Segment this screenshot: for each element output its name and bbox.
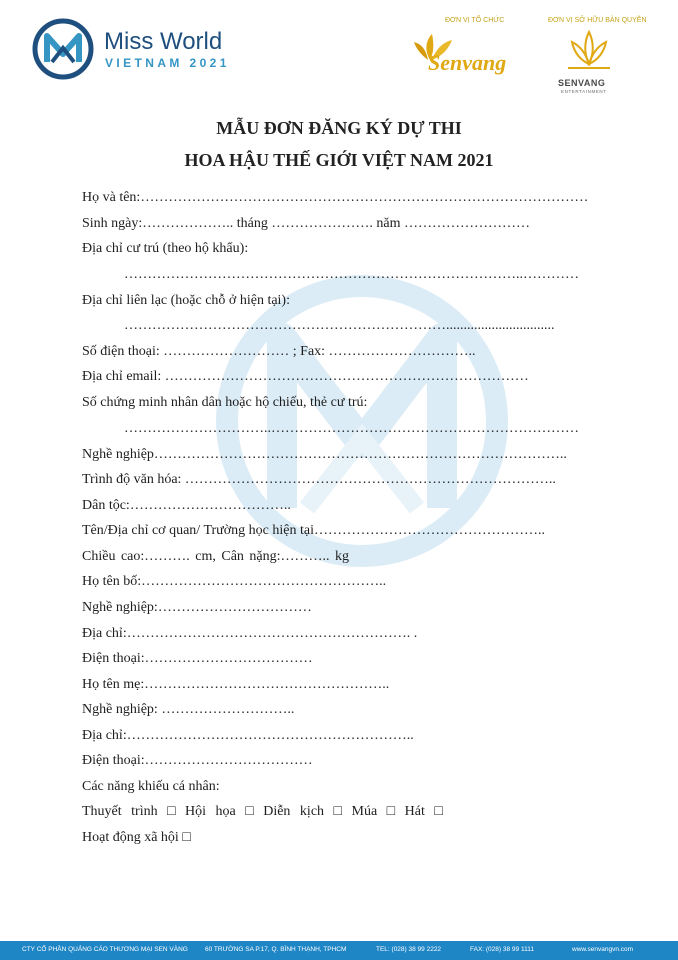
form-title-line2: HOA HẬU THẾ GIỚI VIỆT NAM 2021 bbox=[184, 150, 494, 170]
field-father-address: Địa chỉ:……………………………………………………. . bbox=[82, 626, 418, 641]
field-birth-date: Sinh ngày:……………….. tháng …………………. năm ……………………… bbox=[82, 216, 530, 231]
field-id-line: …………………………..………………………………………………………… bbox=[124, 421, 579, 436]
field-mother-name: Họ tên mẹ:…………………………………………….. bbox=[82, 677, 390, 692]
field-father-phone: Điện thoại:……………………………… bbox=[82, 651, 313, 666]
field-education: Trình độ văn hóa: …………………………………………………………………….. bbox=[82, 472, 556, 487]
brand-title: Miss World bbox=[104, 28, 223, 55]
field-mother-address: Địa chỉ:…………………………………………………….. bbox=[82, 728, 414, 743]
field-talents-label: Các năng khiếu cá nhân: bbox=[82, 779, 220, 794]
field-contact-address-label: Địa chỉ liên lạc (hoặc chỗ ở hiện tại): bbox=[82, 293, 290, 308]
footer-bar bbox=[0, 941, 678, 960]
footer-fax: FAX: (028) 38 99 1111 bbox=[470, 946, 534, 953]
field-mother-phone: Điện thoại:……………………………… bbox=[82, 753, 313, 768]
senvang-lotus-logo-icon bbox=[410, 30, 530, 76]
field-mother-occupation: Nghề nghiệp: ……………………….. bbox=[82, 702, 295, 717]
field-residence-line: …………………………………………………………………………..………… bbox=[124, 267, 579, 282]
owner-label: ĐƠN VỊ SỞ HỮU BẢN QUYỀN bbox=[548, 17, 647, 24]
field-id-label: Số chứng minh nhân dân hoặc hộ chiếu, thẻ cư trú: bbox=[82, 395, 368, 410]
form-title-line1: MẪU ĐƠN ĐĂNG KÝ DỰ THI bbox=[216, 118, 462, 138]
senvang-entertainment-logo-icon bbox=[562, 28, 616, 76]
field-phone-fax: Số điện thoại: ……………………… ; Fax: ………………………….. bbox=[82, 344, 476, 359]
field-residence-label: Địa chỉ cư trú (theo hộ khẩu): bbox=[82, 241, 249, 256]
footer-address: 60 TRƯỜNG SA P.17, Q. BÌNH THẠNH, TPHCM bbox=[205, 946, 347, 953]
field-occupation: Nghề nghiệp…………………………………………………………………………….. bbox=[82, 447, 567, 462]
field-social-activities: Hoạt động xã hội □ bbox=[82, 830, 191, 845]
footer-company: CTY CỔ PHẦN QUẢNG CÁO THƯƠNG MẠI SEN VÀNG bbox=[22, 946, 188, 953]
miss-world-logo-icon bbox=[32, 18, 94, 80]
owner-name-sub: ENTERTAINMENT bbox=[561, 89, 607, 94]
brand-subtitle: VIETNAM 2021 bbox=[105, 56, 230, 70]
footer-website: www.senvangvn.com bbox=[572, 946, 634, 953]
field-father-name: Họ tên bố:…………………………………………….. bbox=[82, 574, 387, 589]
field-contact-address-line: ……………………………………………………………............................... bbox=[124, 318, 555, 333]
footer-tel: TEL: (028) 38 99 2222 bbox=[376, 946, 442, 953]
svg-text:Senvang: Senvang bbox=[428, 50, 507, 75]
field-email: Địa chỉ email: …………………………………………………………………… bbox=[82, 369, 529, 384]
owner-name: SENVANG bbox=[558, 78, 606, 88]
organizer-label: ĐƠN VỊ TỔ CHỨC bbox=[445, 17, 505, 24]
field-talents-options: Thuyết trình □ Hội họa □ Diễn kịch □ Múa □ Hát □ bbox=[82, 804, 443, 819]
field-height-weight: Chiều cao:………. cm, Cân nặng:……….. kg bbox=[82, 549, 350, 564]
field-ethnicity: Dân tộc:…………………………….. bbox=[82, 498, 291, 513]
field-father-occupation: Nghề nghiệp:…………………………… bbox=[82, 600, 312, 615]
field-workplace: Tên/Địa chỉ cơ quan/ Trường học hiện tại………………………………………….. bbox=[82, 523, 545, 538]
field-full-name: Họ và tên:…………………………………………………………………………………… bbox=[82, 190, 589, 205]
